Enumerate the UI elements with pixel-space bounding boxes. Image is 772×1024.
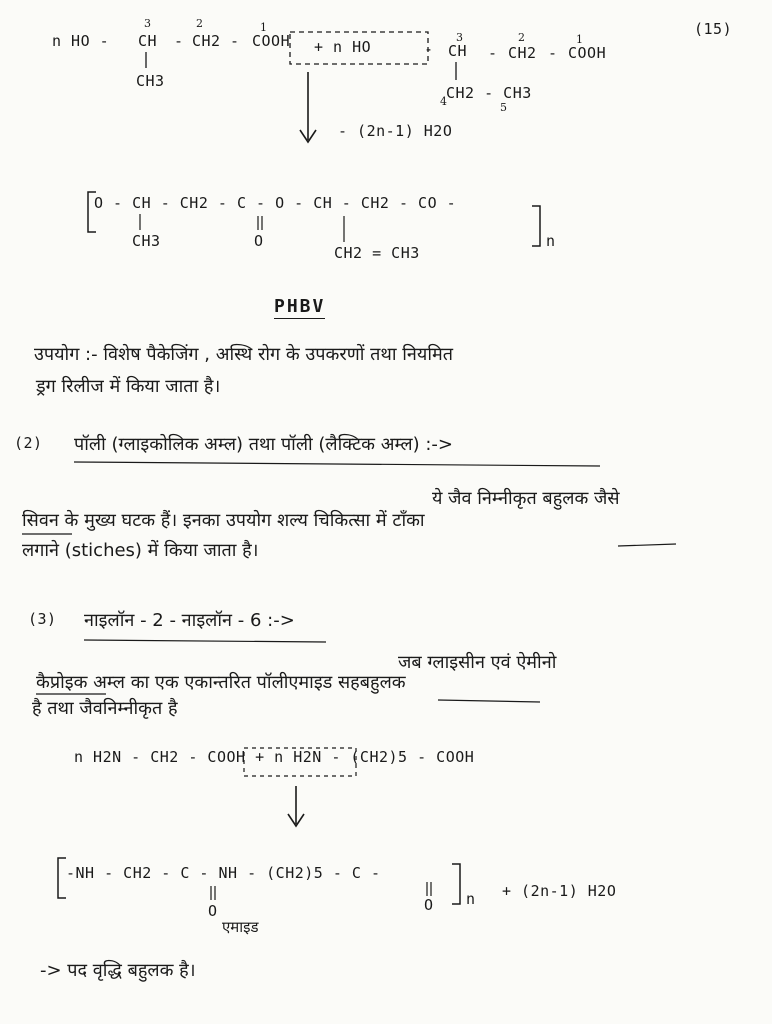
eliminated-group-box [244, 748, 356, 776]
carbon-number: 2 [196, 17, 203, 30]
methyl-group: CH3 [132, 232, 161, 250]
bond-dash: - [424, 40, 434, 58]
carbon-number: 4 [440, 95, 447, 108]
polymer-name: PHBV [274, 296, 326, 317]
byproduct-water: - (2n-1) H2O [338, 122, 453, 140]
bracket-left [88, 192, 96, 232]
carbonyl-oxygen: O [208, 902, 218, 920]
carbon-number: 1 [576, 33, 583, 46]
section-number: (2) [14, 434, 43, 452]
polymer-chain: -NH - CH2 - C - NH - (CH2)5 - C - [66, 864, 381, 882]
bracket-left [58, 858, 66, 898]
carbon-number: 5 [500, 101, 507, 114]
repeat-n: n [546, 232, 556, 250]
amide-label: एमाइड [222, 918, 259, 936]
carbon-number: 3 [144, 17, 151, 30]
bond-dash: - [488, 44, 498, 62]
bracket-right [452, 864, 460, 904]
reactant-ch: CH [448, 42, 468, 60]
heading-underline [84, 640, 326, 642]
ethyl-group: CH2 - CH3 [446, 84, 532, 102]
carbonyl-oxygen: O [424, 896, 434, 914]
reactant-ch2: CH2 [192, 32, 221, 50]
polymer-chain: O - CH - CH2 - C - O - CH - CH2 - CO - [94, 194, 457, 212]
uses-line-1: उपयोग :- विशेष पैकेजिंग , अस्थि रोग के उपकरणों तथा नियमित [34, 344, 454, 365]
reactant-cooh: COOH [252, 32, 291, 50]
body-text-line: ये जैव निम्नीकृत बहुलक जैसे [432, 488, 620, 509]
body-text-line: सिवन के मुख्य घटक हैं। इनका उपयोग शल्य चिकित्सा में टाँका [22, 510, 425, 531]
byproduct-water: + (2n-1) H2O [502, 882, 617, 900]
bond-dash: - [230, 32, 240, 50]
section-heading: पॉली (ग्लाइकोलिक अम्ल) तथा पॉली (लैक्टिक अम्ल) :-> [74, 434, 454, 455]
body-text-line: जब ग्लाइसीन एवं ऐमीनो [398, 652, 557, 673]
heading-underline [74, 462, 600, 466]
uses-line-2: ड्रग रिलीज में किया जाता है। [36, 376, 221, 397]
carbonyl-oxygen: O [254, 232, 264, 250]
reactant-cooh: COOH [568, 44, 607, 62]
methyl-group: CH3 [136, 72, 165, 90]
word-underline [618, 544, 676, 546]
bracket-right [532, 206, 540, 246]
footer-note: -> पद वृद्धि बहुलक है। [40, 960, 196, 981]
eliminated-group-box [290, 32, 428, 64]
body-text-line: कैप्रोइक अम्ल का एक एकान्तरित पॉलीएमाइड सहबहुलक [36, 672, 406, 693]
word-underline [438, 700, 540, 702]
section-number: (3) [28, 610, 57, 628]
reactant-ch2: CH2 [508, 44, 537, 62]
section-heading: नाइलॉन - 2 - नाइलॉन - 6 :-> [84, 610, 295, 631]
bond-dash: - [548, 44, 558, 62]
carbon-number: 3 [456, 31, 463, 44]
reaction-equation: n H2N - CH2 - COOH + n H2N - (CH2)5 - COOH [74, 748, 475, 766]
plus-reactant: + n HO [314, 38, 372, 56]
reactant-left-start: n HO - [52, 32, 110, 50]
reactant-ch: CH [138, 32, 158, 50]
body-text-line: लगाने (stiches) में किया जाता है। [22, 540, 259, 561]
carbon-number: 1 [260, 21, 267, 34]
ethyl-group: CH2 = CH3 [334, 244, 420, 262]
carbon-number: 2 [518, 31, 525, 44]
body-text-line: है तथा जैवनिम्नीकृत है [32, 698, 178, 719]
bond-dash: - [174, 32, 184, 50]
repeat-n: n [466, 890, 476, 908]
page-number: (15) [694, 20, 733, 38]
